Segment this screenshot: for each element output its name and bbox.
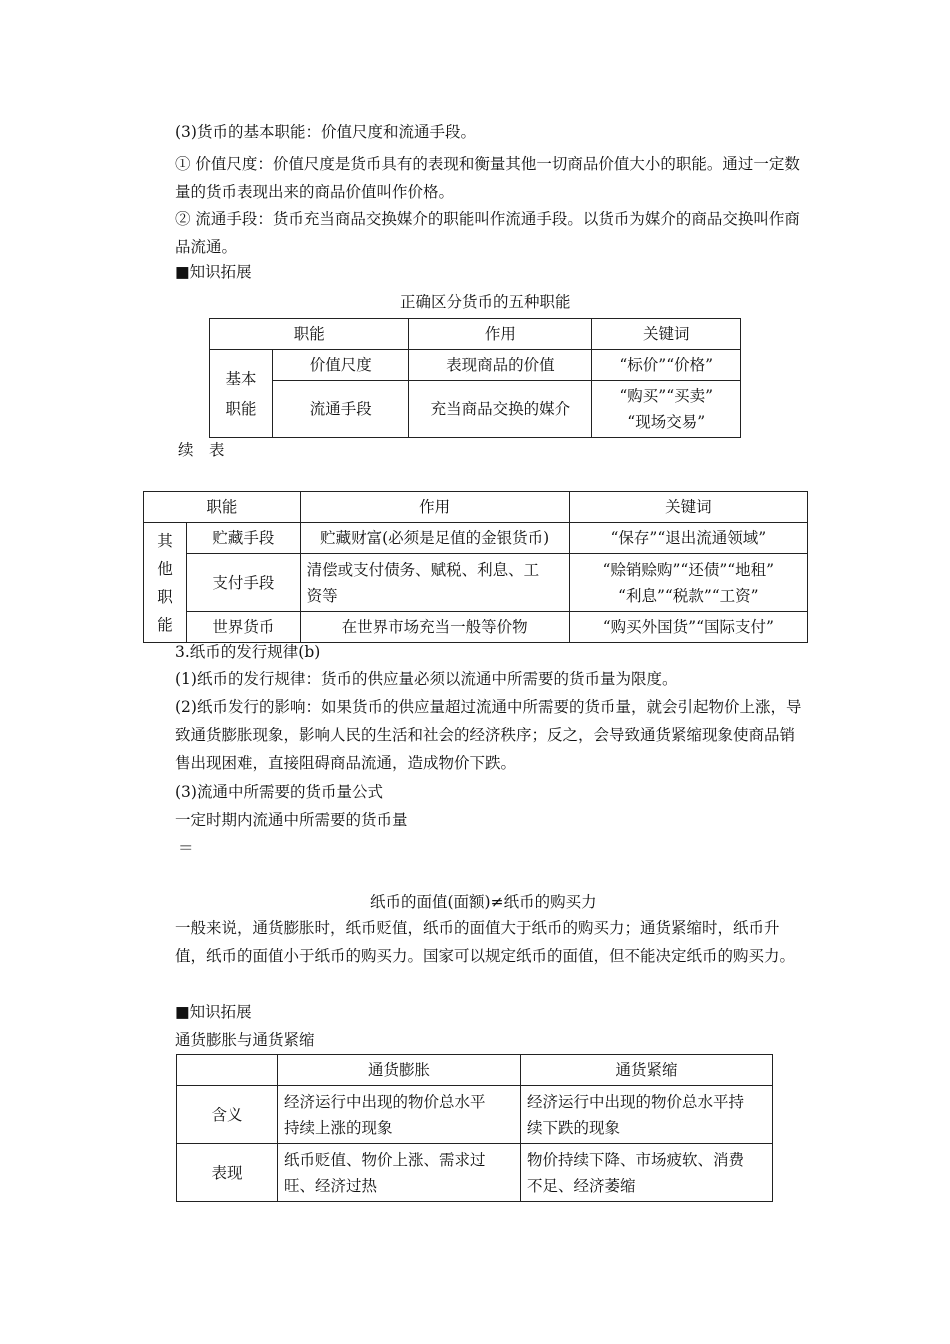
cell-line: 续下跌的现象	[527, 1118, 621, 1137]
header-empty	[177, 1055, 278, 1086]
inflation-deflation-table	[176, 1054, 773, 1202]
group-char: 他	[157, 559, 173, 578]
cell-line: 经济运行中出现的物价总水平	[284, 1092, 486, 1111]
keyword-line: “赊销赊购”“还债”“地租”	[602, 560, 775, 579]
table-title: 正确区分货币的五种职能	[400, 293, 571, 311]
functions-table-2	[143, 491, 808, 643]
keyword-line: “现场交易”	[627, 413, 706, 431]
paragraph-purchasing-power: 一般来说，通货膨胀时，纸币贬值，纸币的面值大于纸币的购买力；通货紧缩时，纸币升值，纸币的面值小于纸币的购买力。国家可以规定纸币的面值，但不能决定纸币的购买力。	[175, 919, 796, 965]
cell-keywords: “保存”“退出流通领域”	[569, 523, 807, 554]
table-title: 通货膨胀与通货紧缩	[175, 1031, 315, 1049]
cell-name: 贮藏手段	[187, 523, 301, 554]
header-role: 作用	[409, 319, 592, 350]
cell-name: 世界货币	[187, 612, 301, 643]
cell-role: 在世界市场充当一般等价物	[300, 612, 569, 643]
group-char: 职	[157, 587, 173, 606]
cell-keywords: “购买外国货”“国际支付”	[569, 612, 807, 643]
cell-name: 支付手段	[187, 554, 301, 612]
formula-line: 一定时期内流通中所需要的货币量	[175, 811, 408, 829]
cell-inflation	[278, 1086, 521, 1144]
cell-deflation	[521, 1144, 773, 1202]
paragraph-circulation: ② 流通手段：货币充当商品交换媒介的职能叫作流通手段。以货币为媒介的商品交换叫作商品流通。	[175, 210, 800, 256]
cell-role: 表现商品的价值	[409, 350, 592, 381]
cell-role: 充当商品交换的媒介	[409, 381, 592, 438]
centered-statement: 纸币的面值(面额)≠纸币的购买力	[370, 893, 597, 911]
header-keywords: 关键词	[569, 492, 807, 523]
knowledge-extension-label: ■知识拓展	[175, 1003, 252, 1021]
row-label: 表现	[177, 1144, 278, 1202]
formula-equals: ＝	[178, 839, 194, 857]
header-keywords: 关键词	[592, 319, 741, 350]
section-heading: 3.纸币的发行规律(b)	[175, 643, 321, 661]
cell-inflation	[278, 1144, 521, 1202]
header-function: 职能	[210, 319, 409, 350]
row-label: 含义	[177, 1086, 278, 1144]
section-heading: (3)货币的基本职能：价值尺度和流通手段。	[175, 123, 476, 141]
cell-role	[300, 554, 569, 612]
role-line: 清偿或支付债务、赋税、利息、工	[306, 560, 540, 579]
role-line: 资等	[306, 586, 338, 605]
group-char: 能	[157, 615, 173, 634]
cell-deflation	[521, 1086, 773, 1144]
cell-line: 旺、经济过热	[284, 1176, 378, 1195]
cell-keywords: “标价”“价格”	[592, 350, 741, 381]
header-function: 职能	[144, 492, 301, 523]
cell-line: 持续上涨的现象	[284, 1118, 393, 1137]
paragraph-impact: (2)纸币发行的影响：如果货币的供应量超过流通中所需要的货币量，就会引起物价上涨，导致通货膨胀现象，影响人民的生活和社会的经济秩序；反之，会导致通货紧缩现象使商品销售出现困难，直接阻碍商品流通，造成物价下跌。	[175, 698, 802, 772]
keyword-line: “购买”“买卖”	[619, 387, 714, 405]
group-line-2: 职能	[225, 399, 257, 418]
cell-name: 价值尺度	[273, 350, 409, 381]
cell-line: 经济运行中出现的物价总水平持	[527, 1092, 745, 1111]
group-basic-functions	[210, 350, 273, 438]
cell-name: 流通手段	[273, 381, 409, 438]
paragraph-rule: (1)纸币的发行规律：货币的供应量必须以流通中所需要的货币量为限度。	[175, 670, 678, 688]
cell-role: 贮藏财富(必须是足值的金银货币)	[300, 523, 569, 554]
functions-table-1	[209, 318, 741, 438]
header-deflation: 通货紧缩	[521, 1055, 773, 1086]
header-role: 作用	[300, 492, 569, 523]
cell-keywords	[592, 381, 741, 438]
cell-line: 物价持续下降、市场疲软、消费	[527, 1150, 745, 1169]
cell-line: 纸币贬值、物价上涨、需求过	[284, 1150, 486, 1169]
header-inflation: 通货膨胀	[278, 1055, 521, 1086]
group-other-functions	[144, 523, 187, 643]
group-char: 其	[157, 531, 173, 550]
formula-heading: (3)流通中所需要的货币量公式	[175, 783, 383, 801]
paragraph-value-measure: ① 价值尺度：价值尺度是货币具有的表现和衡量其他一切商品价值大小的职能。通过一定数量的货币表现出来的商品价值叫作价格。	[175, 155, 800, 201]
keyword-line: “利息”“税款”“工资”	[618, 586, 759, 605]
continued-table-label: 续 表	[178, 441, 225, 459]
group-line-1: 基本	[225, 369, 257, 388]
cell-line: 不足、经济萎缩	[527, 1176, 636, 1195]
cell-keywords	[569, 554, 807, 612]
knowledge-extension-label: ■知识拓展	[175, 263, 252, 281]
